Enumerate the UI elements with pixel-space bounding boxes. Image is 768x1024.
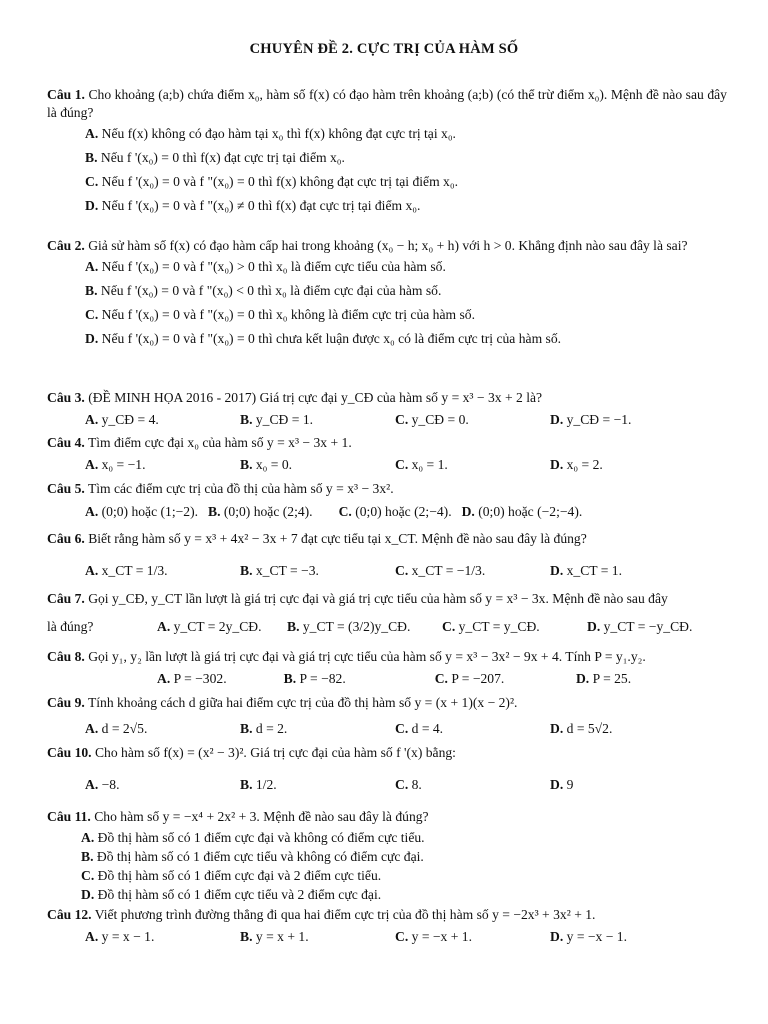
question-number: Câu 11. [47, 809, 91, 824]
option-c: C. Nếu f '(x₀) = 0 và f "(x₀) = 0 thì f(x) không đạt cực trị tại điểm x₀. [85, 173, 458, 189]
option-b: B. y_CT = (3/2)y_CĐ. [287, 618, 411, 634]
option-c: C. Đồ thị hàm số có 1 điểm cực đại và 2 điểm cực tiểu. [81, 867, 382, 883]
option-a: A. (0;0) hoặc (1;−2). [85, 503, 198, 519]
options-row [47, 456, 727, 474]
options-row [47, 928, 727, 946]
option-b: B. Đồ thị hàm số có 1 điểm cực tiểu và không có điểm cực đại. [81, 848, 424, 864]
question-text: Cho hàm số y = −x⁴ + 2x² + 3. Mệnh đề nào sau đây là đúng? [94, 809, 429, 824]
question-1 [47, 86, 727, 215]
option-d: D. P = 25. [575, 670, 632, 686]
question-number: Câu 9. [47, 695, 85, 710]
option-c: C. y = −x + 1. [395, 928, 473, 944]
page-title: CHUYÊN ĐỀ 2. CỰC TRỊ CỦA HÀM SỐ [249, 41, 519, 57]
option-d: D. Nếu f '(x₀) = 0 và f "(x₀) ≠ 0 thì f(x) đạt cực trị tại điểm x₀. [85, 197, 421, 213]
option-d: D. Nếu f '(x₀) = 0 và f "(x₀) = 0 thì chưa kết luận được x₀ có là điểm cực trị của hàm số. [85, 330, 562, 346]
question-text: (ĐỀ MINH HỌA 2016 - 2017) Giá trị cực đại y_CĐ của hàm số y = x³ − 3x + 2 là? [88, 390, 543, 405]
option-a: A. Nếu f '(x₀) = 0 và f "(x₀) > 0 thì x₀ là điểm cực tiểu của hàm số. [85, 258, 446, 274]
option-b: B. x₀ = 0. [240, 456, 293, 472]
question-number: Câu 5. [47, 481, 85, 496]
options-row [47, 562, 727, 580]
option-b: B. y = x + 1. [240, 928, 309, 944]
option-a: A. y_CĐ = 4. [85, 411, 159, 427]
question-8 [47, 648, 727, 688]
option-d: D. y_CĐ = −1. [550, 411, 632, 427]
question-text: Cho hàm số f(x) = (x² − 3)². Giá trị cực đại của hàm số f '(x) bằng: [94, 745, 456, 760]
question-number: Câu 7. [47, 591, 85, 606]
option-d: D. Đồ thị hàm số có 1 điểm cực tiểu và 2 điểm cực đại. [81, 886, 382, 902]
option-a: A. x_CT = 1/3. [85, 562, 168, 578]
question-6 [47, 530, 727, 580]
option-b: B. (0;0) hoặc (2;4). [208, 503, 313, 519]
question-3 [47, 389, 727, 429]
question-text: Tìm điểm cực đại x₀ của hàm số y = x³ − 3x + 1. [87, 435, 352, 450]
question-text: Tìm các điểm cực trị của đồ thị của hàm số y = x³ − 3x². [87, 481, 394, 496]
option-d: D. y = −x − 1. [550, 928, 628, 944]
option-b: B. x_CT = −3. [240, 562, 319, 578]
question-text: Cho khoảng (a;b) chứa điểm x₀, hàm số f(x) có đạo hàm trên khoảng (a;b) (có thể trừ điểm x₀). Mệnh đề nào sau đây là đúng? [47, 87, 727, 120]
option-d: D. y_CT = −y_CĐ. [587, 618, 693, 634]
option-c: C. (0;0) hoặc (2;−4). [338, 503, 452, 519]
question-text: Gọi y₁, y₂ lần lượt là giá trị cực đại và giá trị cực tiểu của hàm số y = x³ − 3x² − 9x + 4. Tính P = y₁.y₂. [88, 649, 646, 664]
option-c: C. y_CĐ = 0. [395, 411, 469, 427]
options-row [47, 411, 727, 429]
options-row [47, 670, 727, 688]
option-d: D. d = 5√2. [550, 720, 613, 736]
question-text: Gọi y_CĐ, y_CT lần lượt là giá trị cực đại và giá trị cực tiểu của hàm số y = x³ − 3x. Mệnh đề nào sau đây [88, 591, 668, 606]
options-row [47, 503, 727, 521]
question-number: Câu 10. [47, 745, 92, 760]
question-number: Câu 8. [47, 649, 85, 664]
question-5 [47, 480, 727, 521]
question-10 [47, 744, 727, 794]
option-c: C. x_CT = −1/3. [395, 562, 486, 578]
question-number: Câu 2. [47, 238, 85, 253]
question-number: Câu 12. [47, 907, 92, 922]
option-a: A. y = x − 1. [85, 928, 155, 944]
question-number: Câu 6. [47, 531, 85, 546]
option-a: A. P = −302. [157, 670, 227, 686]
option-a: A. Nếu f(x) không có đạo hàm tại x₀ thì f(x) không đạt cực trị tại x₀. [85, 125, 456, 141]
question-text: Giả sử hàm số f(x) có đạo hàm cấp hai trong khoảng (x₀ − h; x₀ + h) với h > 0. Khẳng định nào sau đây là sai? [88, 238, 688, 253]
question-text-continued: là đúng? [47, 618, 94, 634]
option-b: B. 1/2. [240, 776, 277, 792]
question-text: Viết phương trình đường thẳng đi qua hai điểm cực trị của đồ thị hàm số y = −2x³ + 3x² + 1. [94, 907, 596, 922]
question-4 [47, 434, 727, 474]
options-row [47, 720, 727, 738]
question-number: Câu 3. [47, 390, 85, 405]
question-7 [47, 590, 727, 636]
option-a: A. Đồ thị hàm số có 1 điểm cực đại và không có điểm cực tiểu. [81, 829, 425, 845]
option-c: C. y_CT = y_CĐ. [442, 618, 540, 634]
option-b: B. d = 2. [240, 720, 288, 736]
option-d: D. (0;0) hoặc (−2;−4). [461, 503, 583, 519]
option-a: A. y_CT = 2y_CĐ. [157, 618, 262, 634]
question-11 [47, 808, 727, 904]
option-a: A. x₀ = −1. [85, 456, 146, 472]
option-d: D. 9 [550, 776, 574, 792]
option-b: B. P = −82. [283, 670, 346, 686]
question-text: Tính khoảng cách d giữa hai điểm cực trị của đồ thị hàm số y = (x + 1)(x − 2)². [87, 695, 518, 710]
options-row [47, 776, 727, 794]
question-2 [47, 237, 727, 348]
question-text: Biết rằng hàm số y = x³ + 4x² − 3x + 7 đạt cực tiểu tại x_CT. Mệnh đề nào sau đây là đúng? [88, 531, 587, 546]
option-a: A. d = 2√5. [85, 720, 148, 736]
question-9 [47, 694, 727, 738]
option-d: D. x_CT = 1. [550, 562, 623, 578]
option-c: C. Nếu f '(x₀) = 0 và f "(x₀) = 0 thì x₀ không là điểm cực trị của hàm số. [85, 306, 475, 322]
question-number: Câu 4. [47, 435, 85, 450]
option-c: C. P = −207. [434, 670, 505, 686]
question-12 [47, 906, 727, 946]
option-c: C. x₀ = 1. [395, 456, 448, 472]
option-b: B. y_CĐ = 1. [240, 411, 314, 427]
option-c: C. 8. [395, 776, 422, 792]
option-c: C. d = 4. [395, 720, 444, 736]
option-d: D. x₀ = 2. [550, 456, 603, 472]
option-b: B. Nếu f '(x₀) = 0 và f "(x₀) < 0 thì x₀ là điểm cực đại của hàm số. [85, 282, 442, 298]
option-b: B. Nếu f '(x₀) = 0 thì f(x) đạt cực trị tại điểm x₀. [85, 149, 345, 165]
options-row [47, 618, 727, 636]
question-number: Câu 1. [47, 87, 85, 102]
option-a: A. −8. [85, 776, 120, 792]
